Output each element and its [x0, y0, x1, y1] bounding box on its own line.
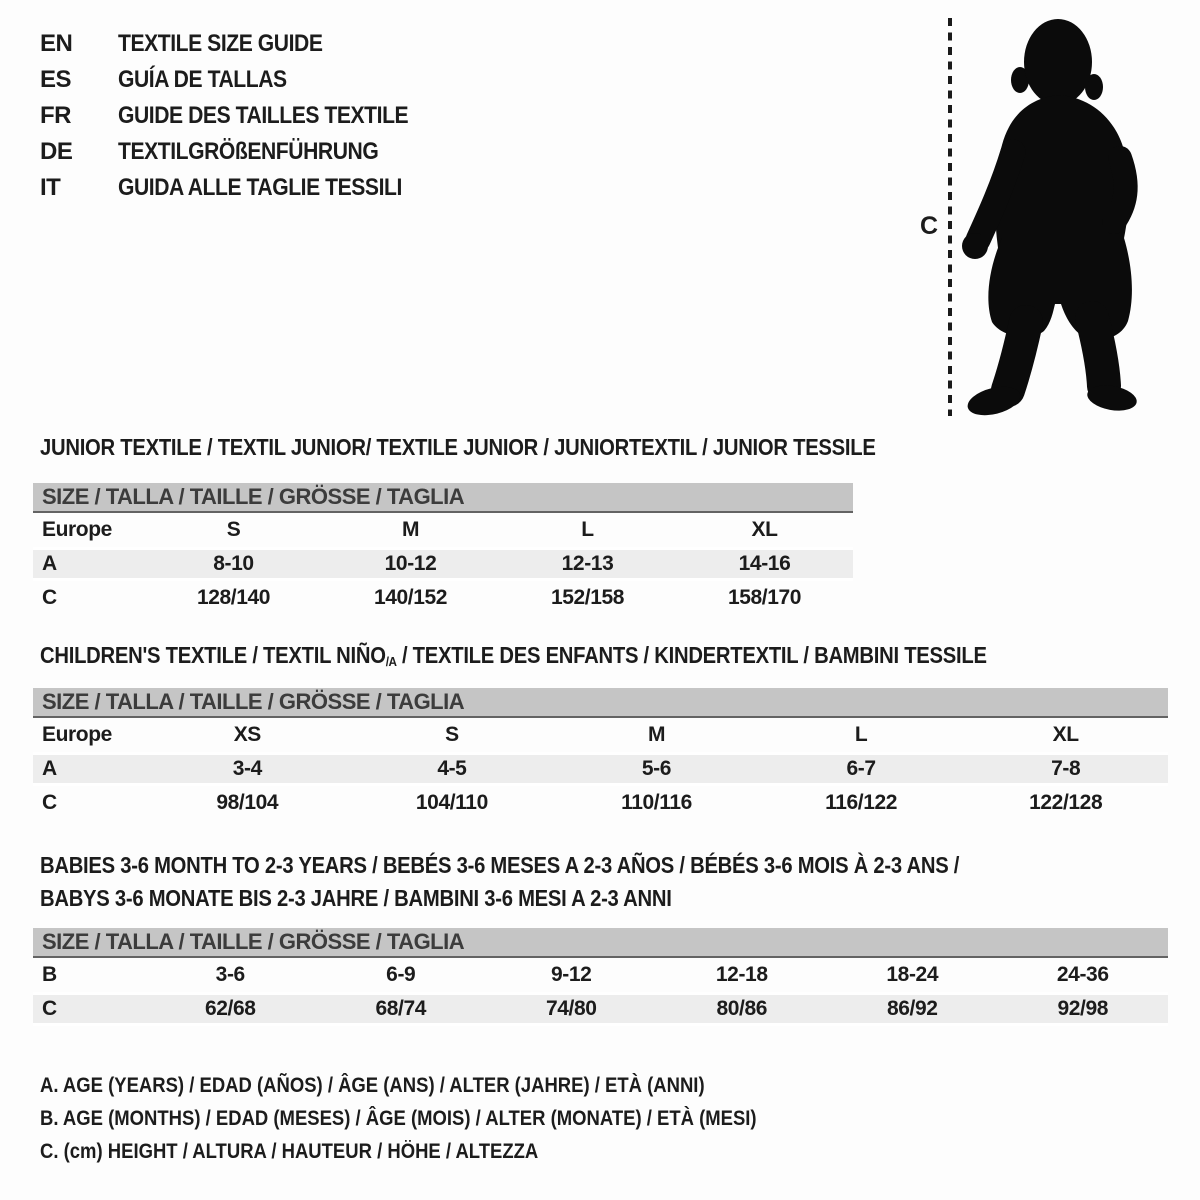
- row-label: A: [42, 757, 57, 780]
- cell-value: 10-12: [384, 552, 437, 575]
- legend-line-c: C. (cm) HEIGHT / ALTURA / HAUTEUR / HÖHE / ALTEZZA: [40, 1140, 539, 1163]
- language-row-en: [40, 26, 448, 62]
- cell-value: 14-16: [738, 552, 791, 575]
- cell-value: 18-24: [886, 963, 939, 986]
- size-column-xl: XL: [1052, 723, 1079, 746]
- cell-value: 140/152: [373, 586, 448, 609]
- babies-row-height: [33, 992, 1168, 1026]
- row-label: B: [42, 963, 57, 986]
- height-measure-label: C: [920, 212, 939, 240]
- cell-value: 6-9: [386, 963, 416, 986]
- cell-value: 158/170: [727, 586, 802, 609]
- junior-header-row: [33, 513, 853, 547]
- cell-value: 116/122: [825, 791, 898, 814]
- cell-value: 128/140: [196, 586, 271, 609]
- cell-value: 110/116: [621, 791, 692, 814]
- baby-silhouette-shape: [962, 19, 1139, 420]
- cell-value: 80/86: [716, 997, 768, 1020]
- language-label: GUIDE DES TAILLES TEXTILE: [118, 102, 409, 129]
- size-column-m: M: [401, 518, 420, 541]
- babies-title-line2: BABYS 3-6 MONATE BIS 2-3 JAHRE / BAMBINI 3-6 MESI A 2-3 ANNI: [40, 885, 672, 911]
- row-label: C: [42, 791, 57, 814]
- language-label: GUIDA ALLE TAGLIE TESSILI: [118, 174, 402, 201]
- children-size-table: [33, 688, 1168, 820]
- language-code: DE: [40, 138, 73, 165]
- size-column-s: S: [445, 723, 459, 746]
- language-label: GUÍA DE TALLAS: [118, 66, 287, 93]
- children-row-age: [33, 752, 1168, 786]
- cell-value: 5-6: [641, 757, 672, 780]
- size-column-s: S: [226, 518, 241, 541]
- junior-size-band: [33, 483, 853, 513]
- cell-value: 74/80: [545, 997, 597, 1020]
- size-column-l: L: [581, 518, 594, 541]
- region-label: Europe: [42, 518, 112, 541]
- height-measure-figure: [880, 0, 1200, 440]
- cell-value: 12-13: [561, 552, 614, 575]
- size-column-m: M: [647, 723, 666, 746]
- babies-row-months: [33, 958, 1168, 992]
- cell-value: 62/68: [204, 997, 256, 1020]
- language-title-list: [40, 26, 448, 206]
- babies-section-title: [40, 849, 1085, 915]
- junior-title-text: JUNIOR TEXTILE / TEXTIL JUNIOR/ TEXTILE JUNIOR / JUNIORTEXTIL / JUNIOR TESSILE: [40, 434, 876, 460]
- language-code: ES: [40, 66, 72, 93]
- row-label: C: [42, 997, 57, 1020]
- cell-value: 152/158: [550, 586, 625, 609]
- children-title-post: / TEXTILE DES ENFANTS / KINDERTEXTIL / BAMBINI TESSILE: [396, 642, 987, 668]
- language-row-it: [40, 170, 448, 206]
- children-row-height: [33, 786, 1168, 820]
- language-label: TEXTILGRÖßENFÜHRUNG: [118, 138, 379, 165]
- cell-value: 12-18: [715, 963, 768, 986]
- legend-line-a: A. AGE (YEARS) / EDAD (AÑOS) / ÂGE (ANS) / ALTER (JAHRE) / ETÀ (ANNI): [40, 1074, 705, 1097]
- size-column-l: L: [854, 723, 868, 746]
- cell-value: 98/104: [216, 791, 279, 814]
- babies-size-table: [33, 928, 1168, 1026]
- language-row-de: [40, 134, 448, 170]
- language-label: TEXTILE SIZE GUIDE: [118, 30, 323, 57]
- language-code: EN: [40, 30, 73, 57]
- children-title-pre: CHILDREN'S TEXTILE / TEXTIL NIÑO: [40, 642, 386, 668]
- region-label: Europe: [42, 723, 112, 746]
- cell-value: 86/92: [886, 997, 938, 1020]
- row-label: C: [42, 586, 57, 609]
- size-band-label: SIZE / TALLA / TAILLE / GRÖSSE / TAGLIA: [42, 484, 465, 509]
- babies-size-band: [33, 928, 1168, 958]
- children-size-band: [33, 688, 1168, 718]
- cell-value: 6-7: [846, 757, 876, 780]
- cell-value: 68/74: [375, 997, 427, 1020]
- language-row-es: [40, 62, 448, 98]
- cell-value: 92/98: [1057, 997, 1109, 1020]
- cell-value: 8-10: [213, 552, 254, 575]
- language-code: FR: [40, 102, 71, 129]
- junior-row-height: [33, 581, 853, 615]
- cell-value: 9-12: [551, 963, 592, 986]
- cell-value: 7-8: [1051, 757, 1081, 780]
- size-band-label: SIZE / TALLA / TAILLE / GRÖSSE / TAGLIA: [42, 929, 465, 954]
- babies-title-line1: BABIES 3-6 MONTH TO 2-3 YEARS / BEBÉS 3-6 MESES A 2-3 AÑOS / BÉBÉS 3-6 MOIS À 2-3 ANS /: [40, 852, 960, 878]
- language-code: IT: [40, 174, 61, 201]
- language-row-fr: [40, 98, 448, 134]
- size-column-xs: XS: [233, 723, 261, 746]
- junior-row-age: [33, 547, 853, 581]
- children-title-text: [40, 642, 987, 669]
- legend-line-b: B. AGE (MONTHS) / EDAD (MESES) / ÂGE (MOIS) / ALTER (MONATE) / ETÀ (MESI): [40, 1107, 757, 1130]
- cell-value: 3-6: [215, 963, 245, 986]
- cell-value: 4-5: [437, 757, 467, 780]
- children-title-sub: /A: [385, 654, 397, 669]
- measure-legend: [40, 1069, 854, 1168]
- cell-value: 3-4: [232, 757, 262, 780]
- cell-value: 122/128: [1029, 791, 1103, 814]
- cell-value: 104/110: [415, 791, 488, 814]
- junior-section-title: [40, 434, 990, 461]
- cell-value: 24-36: [1056, 963, 1109, 986]
- children-header-row: [33, 718, 1168, 752]
- row-label: A: [42, 552, 57, 575]
- size-column-xl: XL: [751, 518, 778, 541]
- junior-size-table: [33, 483, 853, 615]
- children-section-title: [40, 642, 1116, 669]
- size-band-label: SIZE / TALLA / TAILLE / GRÖSSE / TAGLIA: [42, 689, 465, 714]
